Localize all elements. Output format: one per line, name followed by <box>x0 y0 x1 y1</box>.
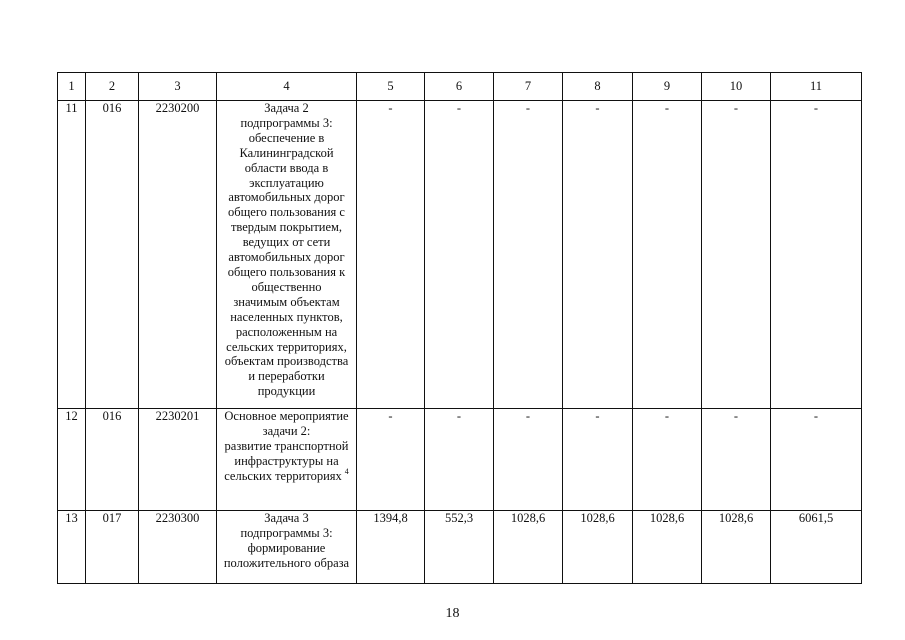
row-number-cell: 13 <box>58 511 86 584</box>
column-header-3: 3 <box>139 73 217 101</box>
value-cell-col9: - <box>633 409 702 511</box>
value-cell-col10: - <box>702 409 771 511</box>
value-cell-col7: - <box>494 409 563 511</box>
value-cell-col8: - <box>563 101 633 409</box>
column-header-2: 2 <box>86 73 139 101</box>
row-number-cell: 12 <box>58 409 86 511</box>
data-table <box>57 72 862 584</box>
column-header-10: 10 <box>702 73 771 101</box>
footnote-marker: 4 <box>344 466 349 476</box>
value-cell-col8: - <box>563 409 633 511</box>
value-cell-col7: - <box>494 101 563 409</box>
value-cell-col5: - <box>357 101 425 409</box>
value-cell-col8: 1028,6 <box>563 511 633 584</box>
description-text: Основное мероприятие задачи 2: развитие транспортной инфраструктуры на сельских территориях <box>224 409 349 483</box>
value-cell-col10: - <box>702 101 771 409</box>
value-cell-col10: 1028,6 <box>702 511 771 584</box>
classification-code-cell: 2230201 <box>139 409 217 511</box>
table-row-12 <box>58 409 862 511</box>
value-cell-col11: - <box>771 409 862 511</box>
value-cell-col6: - <box>425 101 494 409</box>
description-cell <box>217 101 357 409</box>
column-header-9: 9 <box>633 73 702 101</box>
value-cell-col5: - <box>357 409 425 511</box>
code-cell: 017 <box>86 511 139 584</box>
value-cell-col9: - <box>633 101 702 409</box>
table-row-11 <box>58 101 862 409</box>
column-header-1: 1 <box>58 73 86 101</box>
value-cell-col7: 1028,6 <box>494 511 563 584</box>
value-cell-col9: 1028,6 <box>633 511 702 584</box>
description-cell <box>217 511 357 584</box>
value-cell-col11: 6061,5 <box>771 511 862 584</box>
column-header-4: 4 <box>217 73 357 101</box>
value-cell-col5: 1394,8 <box>357 511 425 584</box>
column-header-7: 7 <box>494 73 563 101</box>
column-header-6: 6 <box>425 73 494 101</box>
column-header-11: 11 <box>771 73 862 101</box>
column-header-5: 5 <box>357 73 425 101</box>
table-row-13 <box>58 511 862 584</box>
column-header-8: 8 <box>563 73 633 101</box>
value-cell-col6: 552,3 <box>425 511 494 584</box>
code-cell: 016 <box>86 409 139 511</box>
row-number-cell: 11 <box>58 101 86 409</box>
classification-code-cell: 2230300 <box>139 511 217 584</box>
value-cell-col11: - <box>771 101 862 409</box>
code-cell: 016 <box>86 101 139 409</box>
description-cell <box>217 409 357 511</box>
table-header-row <box>58 73 862 101</box>
value-cell-col6: - <box>425 409 494 511</box>
classification-code-cell: 2230200 <box>139 101 217 409</box>
description-text: Задача 2 подпрограммы 3: обеспечение в Калининградской области ввода в эксплуатацию автомобильных дорог общего пользования с твердым покрытием, ведущих от сети автомобильных дорог общего пользования к общественно значимым объектам населенных пунктов, расположенным на сельских территориях, объектам производства и переработки продукции <box>224 101 349 399</box>
page-number: 18 <box>445 606 460 621</box>
description-text: Задача 3 подпрограммы 3: формирование положительного образа <box>223 511 350 570</box>
